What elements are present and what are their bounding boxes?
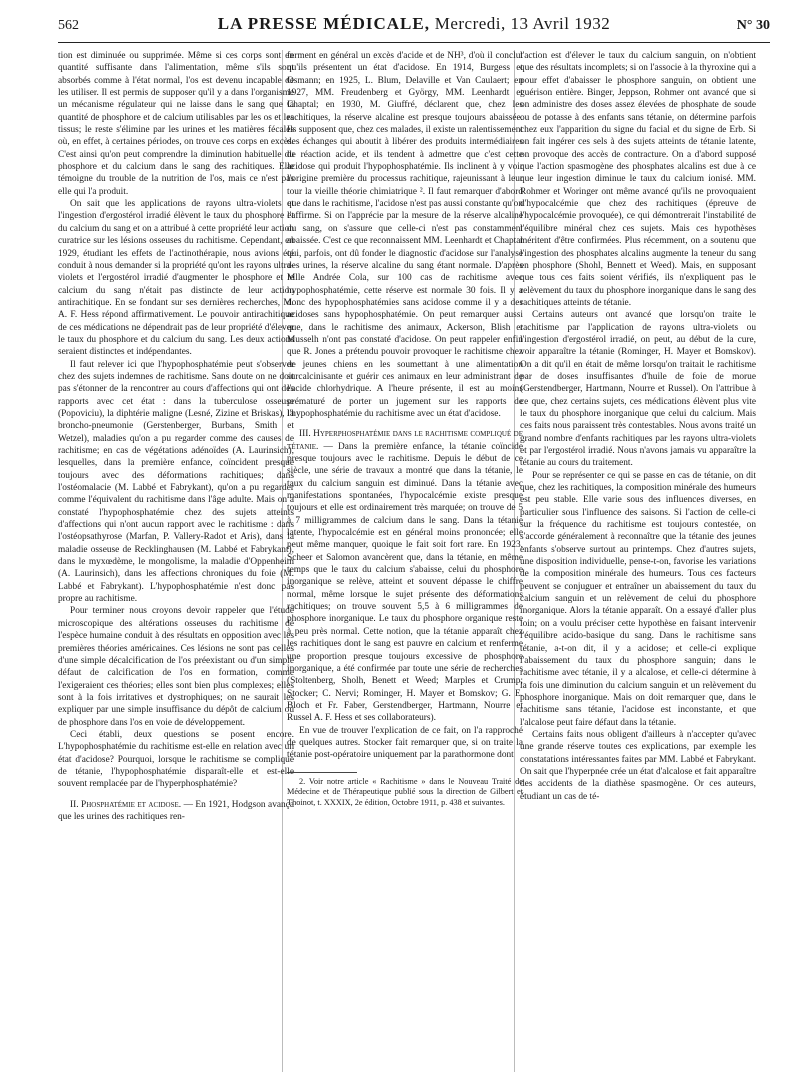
page-number: 562 [58,18,79,33]
paragraph: En vue de trouver l'explication de ce fait, on l'a rapproché de quelques autres. Stocker fait remarquer que, si on traite la tétanie post-opératoire uniquement par la parathormone dont [287,725,523,761]
section-heading [58,799,294,824]
column-3 [520,50,756,1072]
section-title: III. Hyperphosphatémie dans le rachitisme compliqué de tétanie. [287,429,523,452]
column-2 [287,50,523,1072]
paragraph: On sait que les applications de rayons ultra-violets et l'ingestion d'ergostérol irradié élèvent le taux du phosphore et du calcium du sang et on a attribué à cette propriété leur action curatrice sur les lésions osseuses du rachitisme. Cependant, en 1929, étudiant les effets de l'actinothérapie, nous avions été conduit à nous demander si la propriété qu'ont les rayons ultra-violets et l'ergostérol irradié d'augmenter le phosphore et le calcium du sang n'était pas distincte de leur action antirachitique. En se fondant sur ses dernières recherches, M. A. F. Hess répond affirmativement. Le pouvoir antirachitique de ces médications ne dépendrait pas de leur propriété d'élever le taux du phosphore et du calcium du sang. Les deux actions seraient distinctes et indépendantes. [58,199,294,358]
paragraph: Pour se représenter ce qui se passe en cas de tétanie, on dit que, chez les rachitiques, la composition minérale des humeurs est peu stable. Elle varie sous des influences diverses, en particulier sous l'influence des saisons. Si l'action de celle-ci sur la fréquence du rachitisme est toujours contestée, on s'accorde généralement à reconnaître que la tétanie des jeunes enfants s'observe surtout au printemps. Chez d'autres sujets, une disposition individuelle, pense-t-on, favorise les variations de la composition minérale des humeurs. Tous ces facteurs peuvent se conjuguer et entraîner un abaissement du taux du calcium sanguin et un relèvement de celui du phosphore inorganique. Alors la tétanie apparaît. On a essayé d'aller plus loin; on a voulu préciser cette hypothèse en faisant intervenir l'équilibre acido-basique du sang. Dans le rachitisme sans tétanie, a-t-on dit, il y a acidose; et celle-ci explique l'abaissement du taux du phosphore sanguin; dans le rachitisme avec tétanie, il y a alcalose, et celle-ci détermine à la fois une diminution du calcium sanguin et un relèvement du phosphore inorganique. Mais on doit remarquer que, dans le rachitisme sans tétanie, l'acidose est inconstante, et que l'alcalose peut faire défaut dans la tétanie. [520,470,756,728]
section-lead: — En 1921, Hodgson avança que les urines des rachitiques ren- [58,799,294,822]
paragraph: Certains auteurs ont avancé que lorsqu'on traite le rachitisme par l'application de rayons ultra-violets ou l'ingestion d'ergostérol irradié, on peut, au début de la cure, voir apparaître la tétanie (Rominger, H. Mayer et Bomskov). On a dit qu'il en était de même lorsqu'on traitait le rachitisme par de doses insuffisantes d'huile de foie de morue (Gerstendberger, Hartmann, Nourre et Russel). On l'attribue à ce que, chez certains sujets, ces médications élèvent plus vite le taux du phosphore inorganique que celui du calcium. Mais ces faits nous paraissent très contestables. Nous avons traité un grand nombre d'enfants rachitiques par les rayons ultra-violets et par l'ergostérol irradié. Nous n'avons jamais vu apparaître la tétanie au cours du traitement. [520,310,756,469]
issue-date: Mercredi, 13 Avril 1932 [434,14,611,33]
paragraph: Il faut relever ici que l'hypophosphatémie peut s'observer chez des sujets indemnes de rachitisme. Sans doute on ne doit pas s'étonner de la rencontrer au cours d'affections qui ont des rapports avec cet état : dans la tuberculose osseuse (Popoviciu), la diphtérie maligne (Lesné, Zizine et Briskas), la broncho-pneumonie (Gerstenberger, Burbans, Smith et Wetzel), maladies qu'on a pu regarder comme des causes de rachitisme; en cas de végétations adénoïdes (A. Laurinsich), lesquelles, dans la première enfance, coïncident presque toujours avec des déformations rachitiques; dans l'ostéomalacie (M. Labbé et Fabrykant), qu'on a pu regarder comme l'équivalent du rachitisme dans l'âge adulte. Mais on a constaté l'hypophosphatémie chez des sujets atteints d'affections qui n'ont aucun rapport avec le rachitisme : dans l'ostéopsathyrose (Marfan, P. Vallery-Radot et Aris), dans la maladie osseuse de Recklinghausen (M. Labbé et Fabrykant), dans le myxœdème, le mongolisme, la maladie d'Oppenheim (A. Laurinsich), dans les affections chroniques du foie (M. Labbé et Fabrykant). L'hypophosphatémie n'est donc pas propre au rachitisme. [58,359,294,605]
section-heading [287,428,523,724]
paragraph: tion est diminuée ou supprimée. Même si ces corps sont en quantité suffisante dans l'alimentation, même s'ils sont absorbés comme à l'état normal, l'os est devenu incapable de les utiliser. Il est permis de supposer qu'il y a dans l'organisme un mécanisme régulateur qui ne laisse dans le sang que la quantité de phosphore et de calcium utilisables par les os et les tissus; le reste s'élimine par les urines et les matières fécales où, en effet, à certaines périodes, on trouve ces corps en excès. C'est ainsi qu'on peut comprendre la diminution habituelle du phosphore et du calcium dans le sang des rachitiques. Elle témoigne du trouble de la nutrition de l'os, mais ce n'est pas elle qui l'a produit. [58,51,294,197]
journal-name: LA PRESSE MÉDICALE, [217,14,430,33]
issue-number: N° 30 [736,18,770,33]
footnote: 2. Voir notre article « Rachitisme » dans le Nouveau Traité de Médecine et de Thérapeutique publié sous la direction de Gilbert et Thoinot, t. XXXIX, 2e édition, Octobre 1911, p. 438 et suivantes. [287,776,523,807]
paragraph: Pour terminer nous croyons devoir rappeler que l'étude microscopique des altérations osseuses du rachitisme de l'espèce humaine conduit à des résultats en opposition avec les premières théories américaines. Ces lésions ne sont pas celles d'une simple décalcification de l'os préexistant ou d'un simple défaut de calcification de l'os en formation, comme l'exigeraient ces théories; elles sont bien plus complexes; elles sont à la fois irritatives et dystrophiques; on ne saurait les expliquer par une simple insuffisance du dépôt de calcium ou de phosphore dans l'os en voie de développement. [58,606,294,728]
section-lead: — Dans la première enfance, la tétanie coïncide presque toujours avec le rachitisme. Depuis le début de ce siècle, une série de travaux a montré que dans la tétanie, le taux du calcium sanguin est diminué. Dans la tétanie avec manifestations spontanées, l'hypocalcémie existe presque toujours et elle est ordinairement très marquée; on trouve de 5 à 7 milligrammes de calcium dans le sang. Dans la tétanie latente, l'hypocalcémie est en général moins prononcée; elle peut même manquer, quoique le fait soit fort rare. En 1923, Scheer et Salomon avancèrent que, dans la tétanie, en même temps que le taux du calcium s'abaisse, celui du phosphore inorganique se relève, atteint et souvent dépasse le chiffre normal, même lorsque le sujet présente des déformations rachitiques; on trouve souvent 5,5 à 6 milligrammes de phosphore inorganique. Le taux du phosphore organique reste à peu près normal. Cette notion, que la tétanie apparaît chez les rachitiques dont le sang est pauvre en calcium et renferme une proportion presque toujours excessive de phosphore inorganique, a été confirmée par toute une série de recherches (Stoltenberg, Sholh, Benett et Weed; Marples et Crump; Stocker; C. Nervi; Rominger, H. Mayer et Bomskov; G. E. Bloch et Fr. Faber, Gerstendberger, Hartmann, Nourre et Russel A. F. Hess et ses collaborateurs). [287,441,523,724]
column-1 [58,50,294,1072]
page-header [58,14,770,43]
paragraph: ferment en général un excès d'acide et de NH³, d'où il conclut qu'ils présentent un état d'acidose. En 1914, Burgess et Osmann; en 1925, L. Blum, Delaville et Van Caulaert; en 1927, MM. Freudenberg et György, MM. Leenhardt et Chaptal; en 1930, M. Giuffré, déclarent que, chez les rachitiques, la réserve alcaline est presque toujours abaissée. Ils supposent que, chez ces malades, il existe un ralentissement des échanges qui aboutit à libérer des produits intermédiaires de réaction acide, et ils tendent à admettre que c'est cette acidose qui produit l'hypophosphatémie. Ils inclinent à y voir l'origine première du processus rachitique, rajeunissant à leur tour la vieille théorie chimiatrique ². Il faut remarquer d'abord que dans le rachitisme, l'acidose n'est pas aussi constante qu'on l'affirme. Si on l'apprécie par la mesure de la réserve alcaline du sang, on s'assure que celle-ci n'est pas constamment abaissée. C'est ce que reconnaissent MM. Leenhardt et Chaptal qui, parfois, ont dû fonder le diagnostic d'acidose sur l'analyse des urines, la réserve alcaline du sang étant normale. D'après Mlle Andrée Cola, sur 100 cas de rachitisme avec hypophosphatémie, cette réserve est normale 30 fois. Il y a donc des hypophosphatémies sans acidose comme il y a des acidoses sans hypophosphatémie. On peut remarquer aussi que, dans le rachitisme des animaux, Ackerson, Blish et Musselh n'ont pas constaté d'acidose. On peut rappeler enfin que R. Jones a prétendu pouvoir provoquer le rachitisme chez de jeunes chiens en les soumettant à une alimentation surcalcinisante et guérir ces animaux en leur administrant de l'acide chlorhydrique. A l'heure présente, il est au moins prématuré de porter un jugement sur les rapports de l'hypophosphatémie du rachitisme avec un état d'acidose. [287,51,523,419]
paragraph: Certains faits nous obligent d'ailleurs à n'accepter qu'avec une grande réserve toutes ces explications, par exemple les constatations intéressantes faites par MM. Labbé et Fabrykant. On sait que l'hyperpnée crée un état d'alcalose et fait apparaître des accidents de la diathèse spasmogène. Or ces auteurs, étudiant un cas de té- [520,729,756,802]
section-title: II. Phosphatémie et acidose. [70,799,182,810]
footnote-rule [287,772,357,773]
journal-title-line [148,14,680,34]
paragraph: Ceci établi, deux questions se posent encore. L'hypophosphatémie du rachitisme est-elle en relation avec un état d'acidose? Pourquoi, lorsque le rachitisme se complique de tétanie, l'hypophosphatémie disparaît-elle et est-elle souvent remplacée par de l'hyperphosphatémie? [58,729,294,790]
paragraph: l'action est d'élever le taux du calcium sanguin, on n'obtient que des résultats incomplets; si on l'associe à la thyroxine qui a pour effet d'abaisser le phosphore sanguin, on obtient une guérison entière. Binger, Jeppson, Rohmer ont avancé que si on administre des doses assez élevées de phosphate de soude ou de potasse à des enfants sans tétanie, on détermine parfois chez eux l'apparition du signe du facial et du signe de Erb. Si on fait ingérer ces sels à des sujets atteints de tétanie latente, on provoque des accès de contracture. On a d'abord supposé que l'action spasmogène des phosphates alcalins est due à ce que leur ingestion diminue le taux du calcium ionisé. MM. Rohmer et Woringer ont même avancé qu'ils ne provoquaient d'hypocalcémie que chez des rachitiques (épreuve de l'hypocalcémie provoquée), ce qui démontrerait l'instabilité de l'équilibre minéral chez ces sujets. Mais ces hypothèses méritent d'être confirmées. Plus récemment, on a soutenu que l'ingestion des phosphates alcalins augmente la teneur du sang en phosphore (Shohl, Bennett et Weed). Mais, en supposant que tous ces faits soient vérifiés, ils n'expliquent pas le relèvement du taux du phosphore inorganique dans le sang des rachitiques atteints de tétanie. [520,51,756,308]
